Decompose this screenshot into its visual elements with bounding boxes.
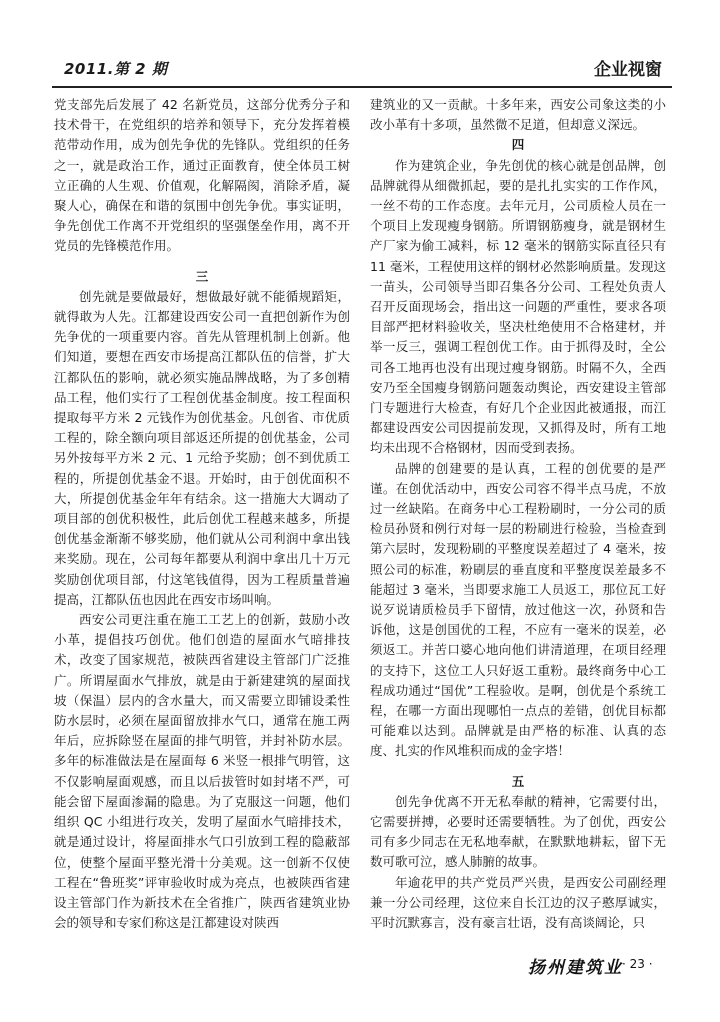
section-heading: 三 bbox=[195, 268, 209, 284]
paragraph: 品牌的创建要的是认真，工程的创优要的是严谨。在创优活动中，西安公司容不得半点马虎，不放过一丝缺陷。在商务中心工程粉刷时，一分公司的质检员孙贤和例行对每一层的粉刷进行检验，当检查到第六层时，发现粉刷的平整度误差超过了 4 毫米，按照公司的标准，粉刷层的垂直度和平整度误差最多不能超过 3 毫米，当即要求施工人员返工，那位瓦工好说歹说请质检员手下留情，放过他这一次，孙贤和告诉他，这是创国优的工程，不应有一毫米的误差，必须返工。并苦口婆心地向他们讲清道理，在项目经理的支持下，这位工人只好返工重粉。最终商务中心工程成功通过“国优”工程验收。是啊，创优是个系统工程，在哪一方面出现哪怕一点点的差错，创优目标都可能难以达到。品牌就是由严格的标准、认真的态度、扎实的作风堆积而成的金字塔！ bbox=[370, 460, 666, 759]
page-header bbox=[52, 54, 672, 84]
section-title: 企业视窗 bbox=[594, 60, 662, 80]
left-column bbox=[54, 95, 350, 933]
spacer bbox=[54, 257, 350, 267]
section-heading: 四 bbox=[511, 137, 525, 153]
paragraph: 建筑业的又一贡献。十多年来，西安公司象这类的小改小革有十多项，虽然微不足道，但却意义深远。 bbox=[370, 97, 666, 133]
page-number: · 23 · bbox=[622, 957, 653, 971]
header-divider bbox=[52, 86, 672, 88]
paragraph: 创先争优离不开无私奉献的精神，它需要付出，它需要拼搏，必要时还需要牺牲。为了创优，西安公司有多少同志在无私地奉献，在默默地耕耘，留下无数可歌可泣，感人肺腑的故事。 bbox=[370, 793, 666, 870]
paragraph: 创先就是要做最好，想做最好就不能循规蹈矩，就得敢为人先。江都建设西安公司一直把创新作为创先争优的一项重要内容。首先从管理机制上创新。他们知道，要想在西安市场提高江都队伍的信誉，扩大江都队伍的影响，就必须实施品牌战略，为了多创精品工程，他们实行了工程创优基金制度。按工程面积提取每平方米 2 元钱作为创优基金。凡创省、市优质工程的，除全额向项目部返还所提的创优基金，公司另外按每平方米 2 元、1 元给予奖励；创不到优质工程的，所提创优基金不退。开始时，由于创优面积不大，所提创优基金年年有结余。这一措施大大调动了项目部的创优积极性，此后创优工程越来越多，所提创优基金渐渐不够奖励，他们就从公司利润中拿出钱来奖励。现在，公司每年都要从利润中拿出几十万元奖励创优项目部，付这笔钱值得，因为工程质量普遍提高，江都队伍也因此在西安市场叫响。 bbox=[54, 288, 350, 607]
paragraph: 党支部先后发展了 42 名新党员，这部分优秀分子和技术骨干，在党组织的培养和领导下，充分发挥着模范带动作用，成为创先争优的先锋队。党组织的任务之一，就是政治工作，通过正面教育，使全体员工树立正确的人生观、价值观，化解隔阂，消除矛盾，凝聚人心，确保在和谐的氛围中创先争优。事实证明，争先创优工作离不开党组织的坚强堡垒作用，离不开党员的先锋模范作用。 bbox=[54, 97, 350, 254]
paragraph: 年逾花甲的共产党员严兴贵，是西安公司副经理兼一分公司经理，这位来自长江边的汉子憨厚诚实，平时沉默寡言，没有豪言壮语，没有高谈阔论，只 bbox=[370, 874, 666, 931]
spacer bbox=[370, 762, 666, 772]
magazine-logo: 扬州建筑业 bbox=[528, 958, 623, 978]
paragraph: 西安公司更注重在施工工艺上的创新，鼓励小改小革，提倡技巧创优。他们创造的屋面水气暗排技术，改变了国家规范，被陕西省建设主管部门广泛推广。所谓屋面水气排放，就是由于新建建筑的屋面找坡（保温）层内的含水量大，而又需要立即铺设柔性防水层时，必须在屋面留放排水气口，通常在施工两年后，应拆除竖在屋面的排气明管，并封补防水层。多年的标准做法是在屋面每 6 米竖一根排气明管，这不仅影响屋面观感，而且以后拔管时如封堵不严，可能会留下屋面渗漏的隐患。为了克服这一问题，他们组织 QC 小组进行攻关，发明了屋面水气暗排技术，就是通过设计，将屋面排水气口引放到工程的隐蔽部位，使整个屋面平整光滑十分美观。这一创新不仅使工程在“鲁班奖”评审验收时成为亮点，也被陕西省建设主管部门作为新技术在全省推广，陕西省建筑业协会的领导和专家们称这是江都建设对陕西 bbox=[54, 612, 350, 931]
issue-label: 2011.第 2 期 bbox=[64, 60, 168, 78]
paragraph: 作为建筑企业，争先创优的核心就是创品牌，创品牌就得从细微抓起，要的是扎扎实实的工作作风，一丝不苟的工作态度。去年元月，公司质检人员在一个项目上发现瘦身钢筋。所谓钢筋瘦身，就是钢材生产厂家为偷工减料，标 12 毫米的钢筋实际直径只有 11 毫米，工程使用这样的钢材必然影响质量。发现这一苗头，公司领导当即召集各分公司、工程处负责人召开反面现场会，指出这一问题的严重性，要求各项目部严把材料验收关，坚决杜绝使用不合格建材，并举一反三，强调工程创优工作。由于抓得及时，全公司各工地再也没有出现过瘦身钢筋。时隔不久，全西安乃至全国瘦身钢筋问题轰动舆论，西安建设主管部门专题进行大检查，有好几个企业因此被通报，而江都建设西安公司因提前发现，又抓得及时，所有工地均未出现不合格钢材，因而受到表扬。 bbox=[370, 157, 666, 456]
right-column bbox=[370, 95, 666, 933]
section-heading: 五 bbox=[511, 773, 525, 789]
